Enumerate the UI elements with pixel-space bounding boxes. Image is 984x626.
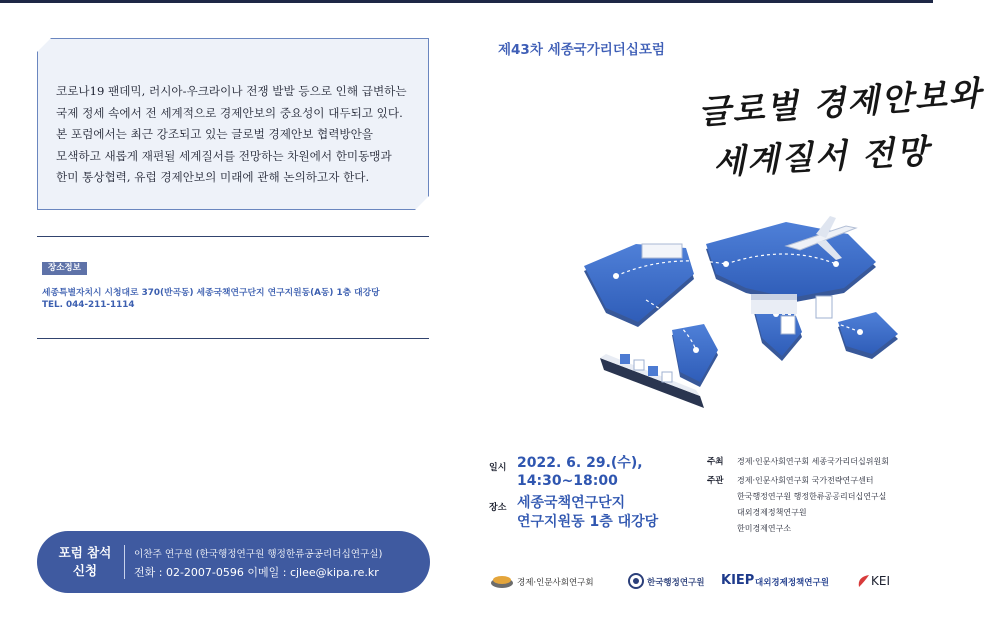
logo-kipa [628,572,704,592]
corner-cut [37,38,51,52]
place-line-2: 연구지원동 1층 대강당 [517,514,659,530]
contact-divider [124,545,125,579]
intro-text [56,81,412,189]
forum-number: 제43차 세종국가리더십포럼 [498,42,665,58]
intro-box [37,38,429,210]
forum-title-line-1: 글로벌 경제안보와 [697,73,984,132]
contact-banner [37,531,430,593]
contact-phone-email[interactable]: 전화 : 02-2007-0596 이메일 : cjlee@kipa.re.kr [134,566,379,579]
logo-kei [857,572,899,592]
place-line-1: 세종국책연구단지 [517,495,626,511]
contact-title [57,544,113,580]
place-label: 장소 [489,503,507,513]
date-line-2: 14:30~18:00 [517,473,618,489]
divider [37,236,429,237]
divider [37,338,429,339]
contact-title-line: 신청 [72,563,98,578]
nrc-logo-icon [491,574,513,588]
contact-title-line: 포럼 참석 [58,545,112,560]
host-label: 주최 [707,457,724,467]
logo-nrc-text: 경제·인문사회연구회 [517,578,594,588]
venue-address: 세종특별자치시 시청대로 370(반곡동) 세종국책연구단지 연구지원동(A동) 1층 대강당 [42,288,380,298]
intro-line: 본 포럼에서는 최근 강조되고 있는 글로벌 경제안보 협력방안을 [56,127,373,141]
world-trade-map-illustration [576,204,906,426]
intro-line: 코로나19 팬데믹, 러시아-우크라이나 전쟁 발발 등으로 인해 급변하는 [56,84,407,98]
intro-line: 국제 정세 속에서 전 세계적으로 경제안보의 중요성이 대두되고 있다. [56,105,403,120]
intro-line: 모색하고 새롭게 재편될 세계질서를 전망하는 차원에서 한미동맹과 [56,148,392,163]
forum-title-line-2: 세계질서 전망 [712,131,931,182]
logo-kei-text: KEI [871,574,890,588]
top-rule [0,0,933,3]
intro-line: 한미 통상협력, 유럽 경제안보의 미래에 관해 논의하고자 한다. [56,170,370,184]
organizer-name: 대외경제정책연구원 [737,508,807,517]
organizer-name: 한국행정연구원 행정한류공공리더십연구실 [737,492,887,501]
contact-person: 이찬주 연구원 (한국행정연구원 행정한류공공리더십연구실) [134,549,383,560]
kei-logo-icon [857,573,871,589]
logo-kipa-text: 한국행정연구원 [647,578,705,588]
organizer-label: 주관 [707,476,724,486]
date-line-1: 2022. 6. 29.(수), [517,455,643,471]
continents [584,222,898,382]
logo-kiep-text: 대외경제정책연구원 [755,578,829,588]
logo-nrc [491,572,609,592]
logo-kiep-mark: KIEP [721,573,755,588]
organizer-name: 경제·인문사회연구회 국가전략연구센터 [737,476,874,485]
host-name: 경제·인문사회연구회 세종국가리더십위원회 [737,457,889,466]
date-label: 일시 [489,463,507,473]
venue-tel: TEL. 044-211-1114 [42,300,135,310]
logo-kiep [721,572,831,592]
kipa-logo-icon [628,573,644,589]
venue-tag: 장소정보 [42,262,87,275]
corner-cut [415,196,429,210]
organizer-name: 한미경제연구소 [737,524,792,533]
